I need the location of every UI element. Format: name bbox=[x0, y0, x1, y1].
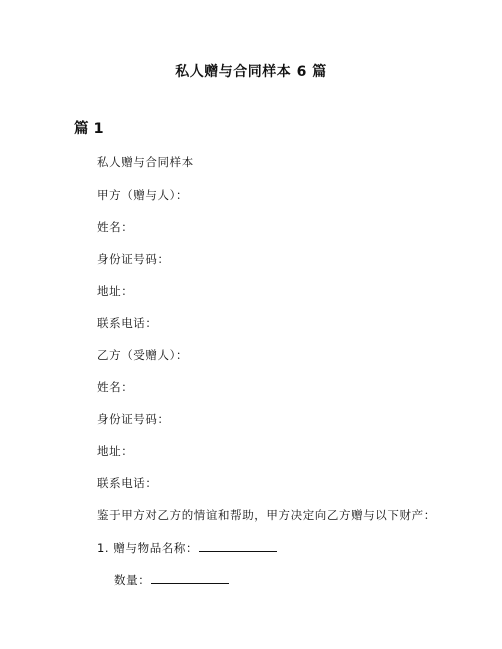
line-text: 联系电话： bbox=[97, 476, 158, 490]
line-text: 姓名： bbox=[97, 220, 134, 234]
gift-quantity-line bbox=[114, 572, 229, 588]
section-heading: 篇 1 bbox=[74, 121, 104, 137]
party-a-id-line bbox=[97, 252, 170, 267]
party-b-id-line bbox=[97, 412, 170, 427]
contract-name-line bbox=[97, 155, 194, 170]
line-text: 身份证号码： bbox=[97, 252, 170, 266]
line-text: 乙方（受赠人）： bbox=[97, 348, 189, 362]
line-text: 数量： bbox=[114, 573, 151, 587]
document-title: 私人赠与合同样本 6 篇 bbox=[175, 64, 327, 80]
fill-in-blank bbox=[151, 572, 229, 584]
line-text: 姓名： bbox=[97, 380, 134, 394]
line-text: 地址： bbox=[97, 444, 134, 458]
line-text: 鉴于甲方对乙方的情谊和帮助，甲方决定向乙方赠与以下财产： bbox=[97, 508, 436, 522]
line-text: 1. 赠与物品名称： bbox=[97, 541, 199, 555]
party-b-name-line bbox=[97, 380, 133, 395]
line-text: 地址： bbox=[97, 284, 134, 298]
party-a-name-line bbox=[97, 220, 133, 235]
party-b-heading bbox=[97, 348, 188, 363]
party-a-address-line bbox=[97, 284, 133, 299]
line-text: 联系电话： bbox=[97, 316, 158, 330]
gift-item-name-line bbox=[97, 540, 277, 556]
line-text: 甲方（赠与人）： bbox=[97, 188, 189, 202]
fill-in-blank bbox=[199, 540, 277, 552]
party-b-address-line bbox=[97, 444, 133, 459]
line-text: 身份证号码： bbox=[97, 412, 170, 426]
gift-intro-paragraph bbox=[97, 508, 436, 523]
line-text: 私人赠与合同样本 bbox=[97, 155, 194, 169]
party-a-phone-line bbox=[97, 316, 158, 331]
party-a-heading bbox=[97, 188, 188, 203]
party-b-phone-line bbox=[97, 476, 158, 491]
